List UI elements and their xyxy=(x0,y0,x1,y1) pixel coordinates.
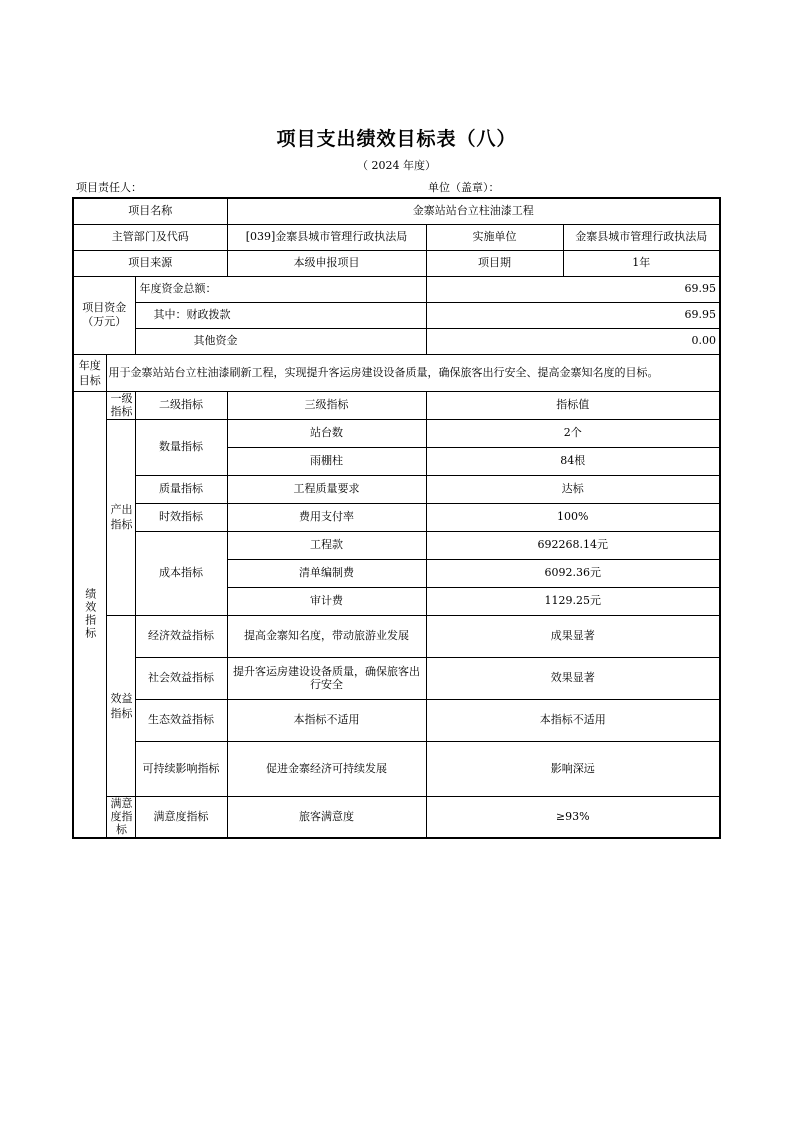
ecological-value: 本指标不适用 xyxy=(426,699,720,741)
responsible-label: 项目责任人： xyxy=(76,181,142,194)
satisfaction-indicator-label: 满意度指标 xyxy=(106,796,135,838)
c2-name: 清单编制费 xyxy=(227,559,426,587)
col-level2: 二级指标 xyxy=(135,391,227,419)
satisfaction-indicator: 满意度指标 xyxy=(135,796,227,838)
annual-goal-label: 年度目标 xyxy=(73,354,106,391)
satisfaction-name: 旅客满意度 xyxy=(227,796,426,838)
year-line: （ 2024 年度） xyxy=(357,159,436,172)
satisfaction-value: ≥93% xyxy=(426,796,720,838)
funds-label: 项目资金 （万元） xyxy=(73,276,135,354)
c2-value: 6092.36元 xyxy=(426,559,720,587)
c3-value: 1129.25元 xyxy=(426,587,720,615)
period-value: 1年 xyxy=(563,250,720,276)
funds-total-label: 年度资金总额： xyxy=(135,276,426,302)
q2-value: 84根 xyxy=(426,447,720,475)
sustain-value: 影响深远 xyxy=(426,741,720,796)
c3-name: 审计费 xyxy=(227,587,426,615)
benefit-indicator-label: 效益指标 xyxy=(106,615,135,796)
funds-fiscal-label: 其中：财政拨款 xyxy=(135,302,426,328)
col-level3: 三级指标 xyxy=(227,391,426,419)
funds-other-label: 其他资金 xyxy=(135,328,426,354)
quality-name: 工程质量要求 xyxy=(227,475,426,503)
timeliness-name: 费用支付率 xyxy=(227,503,426,531)
sustain-name: 促进金寨经济可持续发展 xyxy=(227,741,426,796)
economic-value: 成果显著 xyxy=(426,615,720,657)
ecological-indicator: 生态效益指标 xyxy=(135,699,227,741)
economic-indicator: 经济效益指标 xyxy=(135,615,227,657)
sustain-indicator: 可持续影响指标 xyxy=(135,741,227,796)
unit-seal-label: 单位（盖章）： xyxy=(428,181,500,194)
col-level1: 一级指标 xyxy=(106,391,135,419)
funds-other-value: 0.00 xyxy=(426,328,720,354)
ecological-name: 本指标不适用 xyxy=(227,699,426,741)
page-title: 项目支出绩效目标表（八） xyxy=(276,128,517,150)
source-label: 项目来源 xyxy=(73,250,227,276)
quality-indicator: 质量指标 xyxy=(135,475,227,503)
social-indicator: 社会效益指标 xyxy=(135,657,227,699)
q1-value: 2个 xyxy=(426,419,720,447)
quantity-indicator: 数量指标 xyxy=(135,419,227,475)
period-label: 项目期 xyxy=(426,250,563,276)
funds-total-value: 69.95 xyxy=(426,276,720,302)
impl-unit-value: 金寨县城市管理行政执法局 xyxy=(563,224,720,250)
funds-fiscal-value: 69.95 xyxy=(426,302,720,328)
quality-value: 达标 xyxy=(426,475,720,503)
cost-indicator: 成本指标 xyxy=(135,531,227,615)
dept-value: [039]金寨县城市管理行政执法局 xyxy=(227,224,426,250)
col-value: 指标值 xyxy=(426,391,720,419)
q2-name: 雨棚柱 xyxy=(227,447,426,475)
dept-label: 主管部门及代码 xyxy=(73,224,227,250)
output-indicator-label: 产出指标 xyxy=(106,419,135,615)
perf-indicator-label: 绩效指标 xyxy=(73,391,106,838)
social-value: 效果显著 xyxy=(426,657,720,699)
c1-value: 692268.14元 xyxy=(426,531,720,559)
performance-table xyxy=(72,197,721,839)
c1-name: 工程款 xyxy=(227,531,426,559)
timeliness-value: 100% xyxy=(426,503,720,531)
economic-name: 提高金寨知名度，带动旅游业发展 xyxy=(227,615,426,657)
project-name-label: 项目名称 xyxy=(73,198,227,224)
annual-goal-text: 用于金寨站站台立柱油漆刷新工程，实现提升客运房建设设备质量，确保旅客出行安全、提高金寨知名度的目标。 xyxy=(106,354,720,391)
project-name-value: 金寨站站台立柱油漆工程 xyxy=(227,198,720,224)
q1-name: 站台数 xyxy=(227,419,426,447)
impl-unit-label: 实施单位 xyxy=(426,224,563,250)
source-value: 本级申报项目 xyxy=(227,250,426,276)
timeliness-indicator: 时效指标 xyxy=(135,503,227,531)
social-name: 提升客运房建设设备质量，确保旅客出行安全 xyxy=(227,657,426,699)
